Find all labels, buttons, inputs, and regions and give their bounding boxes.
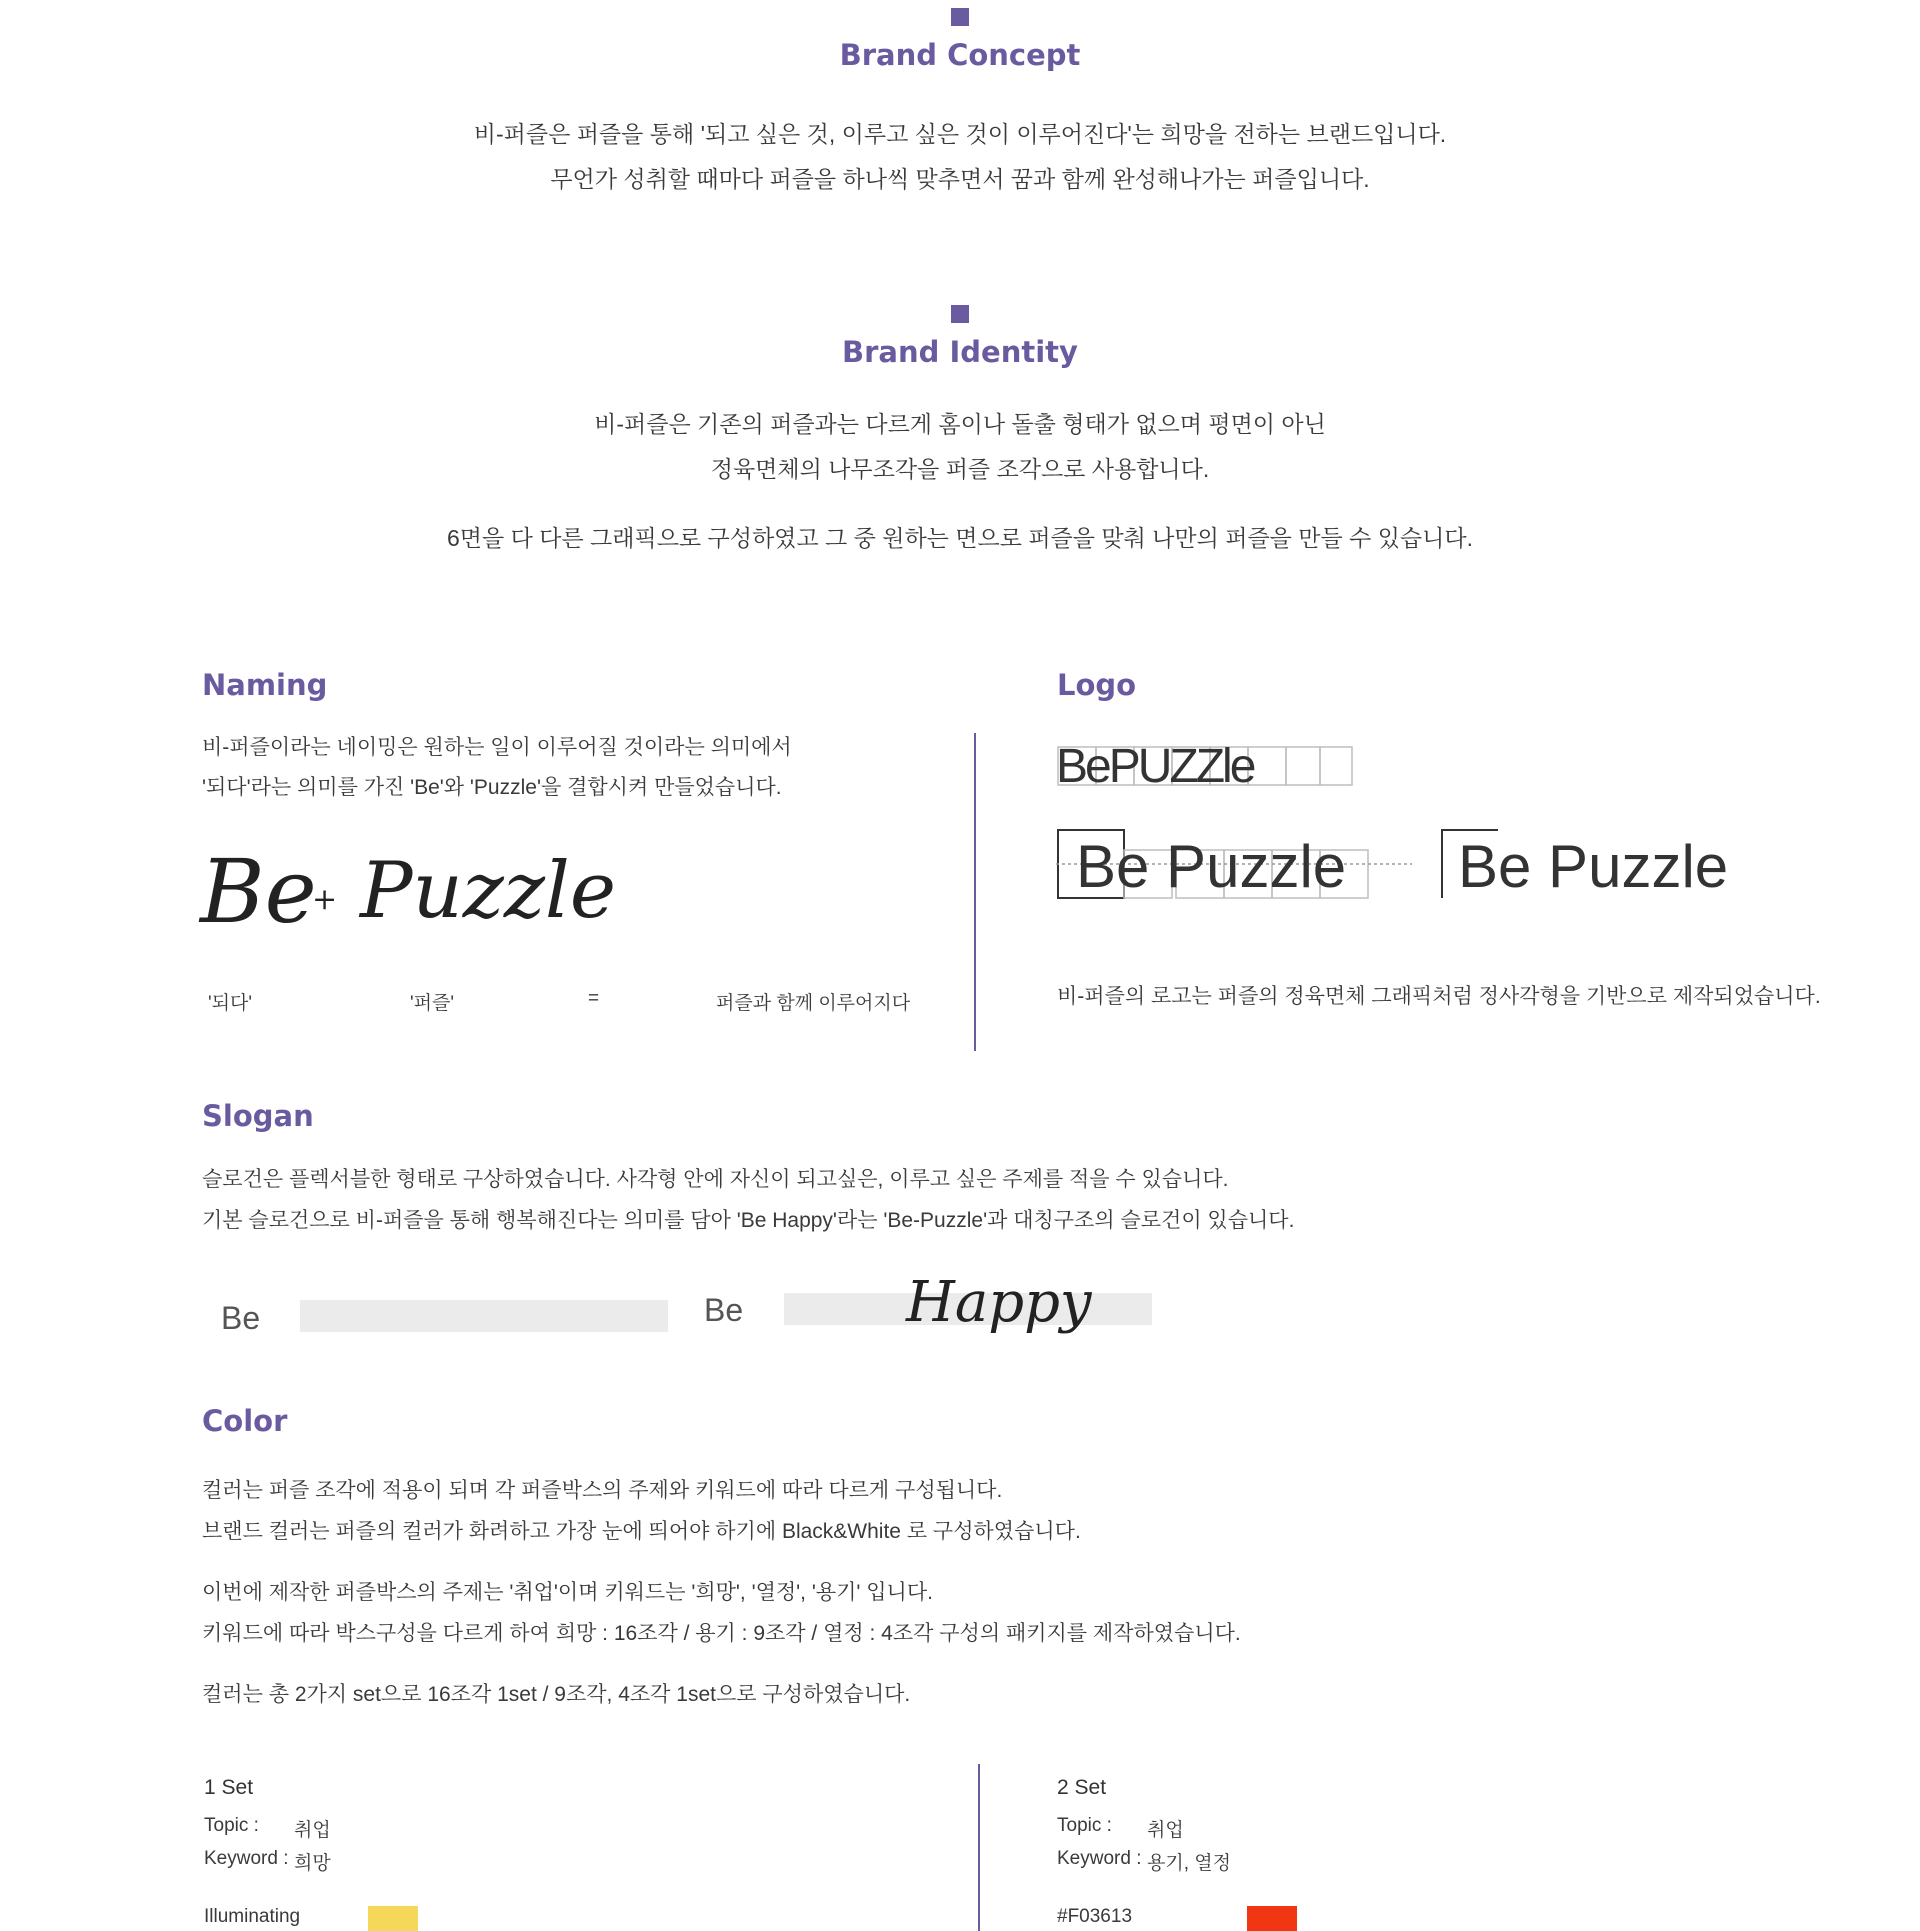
set-1-title: 1 Set [204, 1776, 254, 1799]
slogan-be-1: Be [221, 1300, 261, 1336]
color-p1-line-1: 컬러는 퍼즐 조각에 적용이 되며 각 퍼즐박스의 주제와 키워드에 따라 다르게 구성됩니다. [202, 1479, 1003, 1502]
naming-line-1: 비-퍼즐이라는 네이밍은 원하는 일이 이루어질 것이라는 의미에서 [202, 736, 792, 759]
set-2-keyword-label: Keyword : [1057, 1848, 1142, 1869]
naming-script-plus: + [312, 882, 338, 917]
color-p2-line-1: 이번에 제작한 퍼즐박스의 주제는 '취업'이며 키워드는 '희망', '열정', '용기' 입니다. [202, 1581, 933, 1604]
set-1-color-swatch [368, 1906, 418, 1931]
slogan-happy-script: Happy [906, 1270, 1092, 1335]
logo-wordmark-final [1440, 828, 1760, 900]
brand-identity-marker [951, 305, 969, 323]
naming-caption-puzzle: '퍼즐' [410, 993, 454, 1014]
color-p3-line-1: 컬러는 총 2가지 set으로 16조각 1set / 9조각, 4조각 1set으로 구성하였습니다. [202, 1683, 911, 1706]
set-2-keyword-value: 용기, 열정 [1147, 1853, 1231, 1874]
brand-concept-marker [951, 8, 969, 26]
naming-title: Naming [202, 668, 328, 702]
brand-concept-line-2: 무언가 성취할 때마다 퍼즐을 하나씩 맞추면서 꿈과 함께 완성해나가는 퍼즐입니다. [550, 166, 1370, 192]
naming-line-2: '되다'라는 의미를 가진 'Be'와 'Puzzle'을 결합시켜 만들었습니다. [202, 776, 782, 799]
color-p2-line-2: 키워드에 따라 박스구성을 다르게 하여 희망 : 16조각 / 용기 : 9조각 / 열정 : 4조각 구성의 패키지를 제작하였습니다. [202, 1622, 1241, 1645]
brand-concept-line-1: 비-퍼즐은 퍼즐을 통해 '되고 싶은 것, 이루고 싶은 것이 이루어진다'는 희망을 전하는 브랜드입니다. [473, 121, 1447, 147]
slogan-blank-box-1 [300, 1300, 668, 1332]
naming-script-puzzle: Puzzle [360, 846, 617, 936]
naming-script-be: Be [200, 840, 317, 943]
brand-identity-title: Brand Identity [842, 335, 1078, 369]
logo-wordmark-small [1056, 740, 1354, 793]
set-1-keyword-label: Keyword : [204, 1848, 289, 1869]
naming-caption-result: 퍼즐과 함께 이루어지다 [716, 993, 911, 1014]
brand-identity-line-2: 정육면체의 나무조각을 퍼즐 조각으로 사용합니다. [710, 456, 1210, 482]
slogan-line-2: 기본 슬로건으로 비-퍼즐을 통해 행복해진다는 의미를 담아 'Be Happy'라는 'Be-Puzzle'과 대칭구조의 슬로건이 있습니다. [202, 1209, 1295, 1232]
set-1-swatch-label: Illuminating [204, 1906, 301, 1927]
set-2-title: 2 Set [1057, 1776, 1107, 1799]
color-title: Color [202, 1404, 288, 1438]
logo-wordmark-final-text: Be Puzzle [1458, 833, 1729, 900]
slogan-title: Slogan [202, 1099, 314, 1133]
set-1-keyword-value: 희망 [294, 1853, 331, 1874]
brand-concept-title: Brand Concept [839, 38, 1081, 72]
set-2-topic-value: 취업 [1147, 1820, 1184, 1841]
naming-caption-equals: = [588, 988, 600, 1009]
set-2-swatch-label: #F03613 [1057, 1906, 1133, 1927]
naming-logo-divider [974, 733, 976, 1051]
set-1-topic-label: Topic : [204, 1815, 259, 1836]
set-2-color-swatch [1247, 1906, 1297, 1931]
logo-wordmark-grid [1056, 828, 1416, 900]
set-2-topic-label: Topic : [1057, 1815, 1112, 1836]
logo-description: 비-퍼즐의 로고는 퍼즐의 정육면체 그래픽처럼 정사각형을 기반으로 제작되었습니다. [1057, 985, 1821, 1008]
brand-identity-line-3: 6면을 다 다른 그래픽으로 구성하였고 그 중 원하는 면으로 퍼즐을 맞춰 나만의 퍼즐을 만들 수 있습니다. [447, 525, 1473, 551]
logo-wordmark-grid-text: Be Puzzle [1076, 833, 1347, 900]
slogan-be-2: Be [704, 1292, 744, 1328]
set-1-topic-value: 취업 [294, 1820, 331, 1841]
slogan-line-1: 슬로건은 플렉서블한 형태로 구상하였습니다. 사각형 안에 자신이 되고싶은, 이루고 싶은 주제를 적을 수 있습니다. [202, 1168, 1229, 1191]
logo-wordmark-small-text: BePUZZle [1056, 740, 1254, 793]
logo-title: Logo [1057, 668, 1137, 702]
color-sets-divider [978, 1764, 980, 1931]
naming-caption-be: '되다' [208, 993, 252, 1014]
color-p1-line-2: 브랜드 컬러는 퍼즐의 컬러가 화려하고 가장 눈에 띄어야 하기에 Black&White 로 구성하였습니다. [202, 1520, 1081, 1543]
brand-identity-line-1: 비-퍼즐은 기존의 퍼즐과는 다르게 홈이나 돌출 형태가 없으며 평면이 아닌 [594, 411, 1326, 437]
